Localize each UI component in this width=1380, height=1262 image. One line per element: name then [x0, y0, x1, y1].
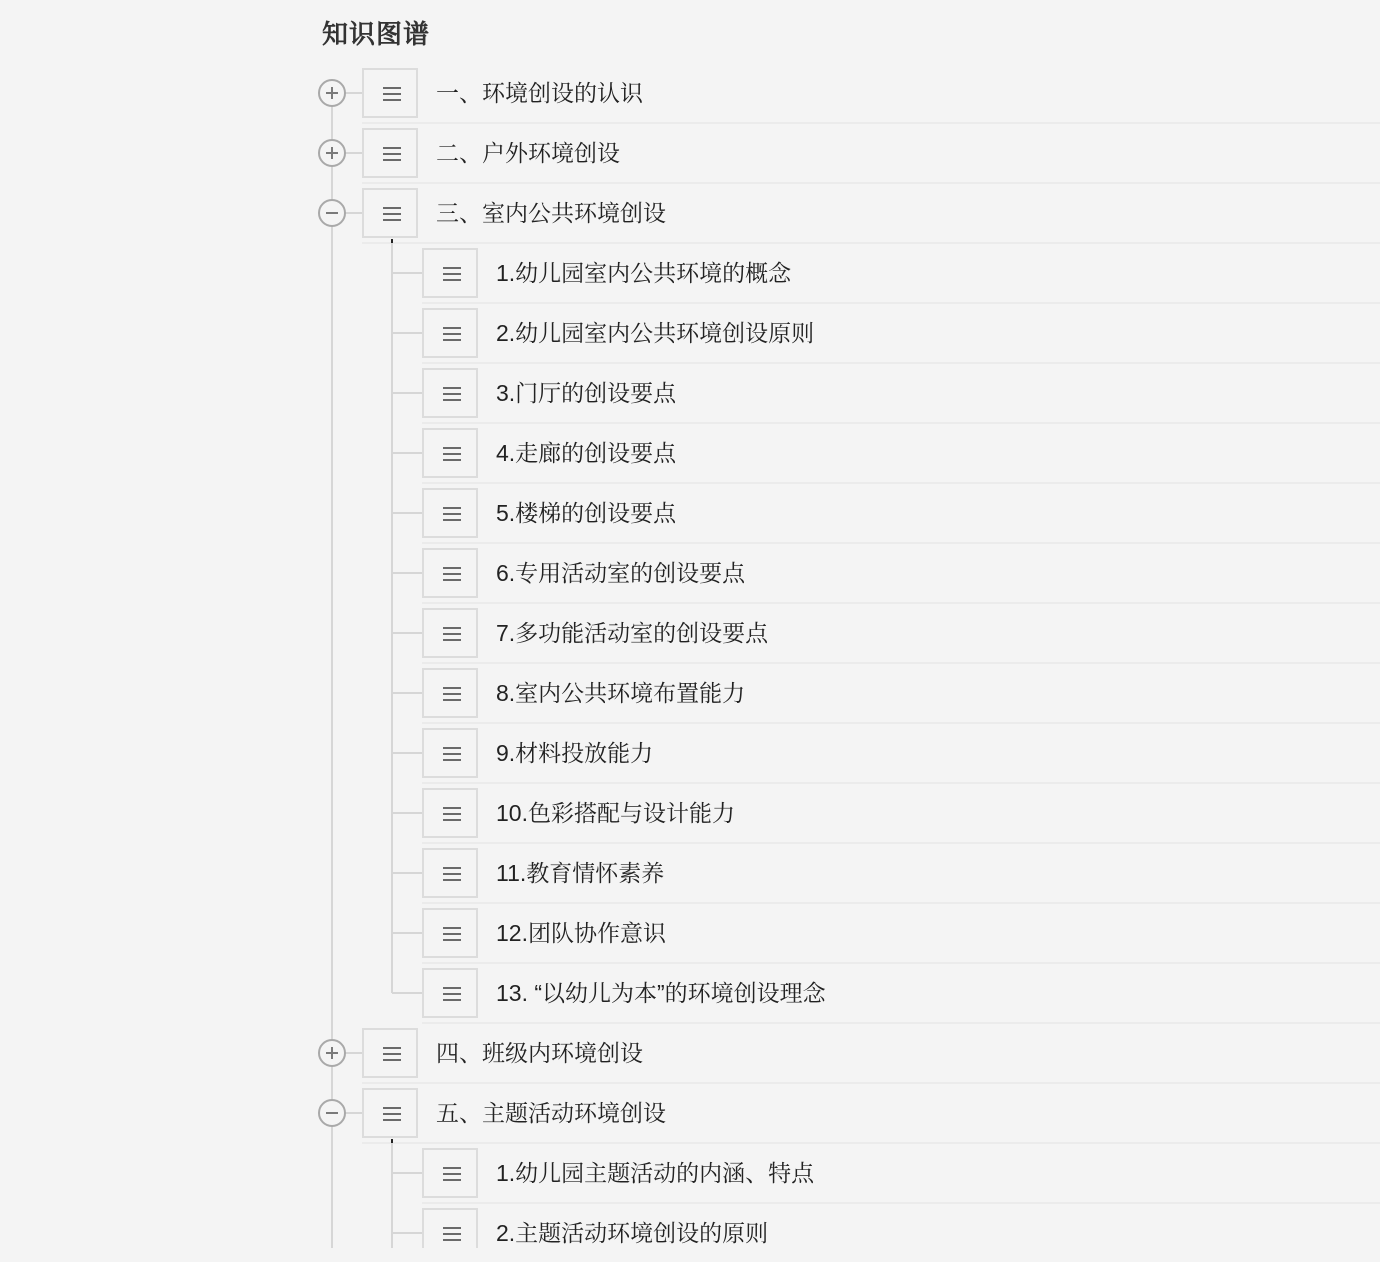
handle-bar — [443, 393, 461, 395]
tree-row-child — [422, 248, 1380, 308]
connector-line — [392, 992, 422, 994]
connector-line — [392, 1232, 422, 1234]
tree-row-child — [422, 428, 1380, 488]
handle-bar — [443, 753, 461, 755]
row-divider — [362, 182, 1380, 184]
row-divider — [362, 242, 1380, 244]
handle-bar — [383, 207, 401, 209]
drag-handle-icon[interactable] — [362, 1088, 418, 1138]
toggle-minus-bar — [326, 212, 338, 214]
handle-bar — [383, 99, 401, 101]
child-spine-line — [391, 243, 393, 993]
expand-toggle-icon[interactable] — [318, 79, 346, 107]
handle-bar — [443, 687, 461, 689]
handle-bar — [443, 1179, 461, 1181]
handle-bar — [443, 453, 461, 455]
expand-toggle-icon[interactable] — [318, 139, 346, 167]
connector-line — [392, 392, 422, 394]
handle-bar — [443, 933, 461, 935]
drag-handle-icon[interactable] — [422, 968, 478, 1018]
child-spine-line — [391, 1143, 393, 1248]
tree-row-child — [422, 368, 1380, 428]
handle-bar — [443, 747, 461, 749]
handle-bar — [443, 1239, 461, 1241]
handle-bar — [443, 459, 461, 461]
tree-row-child — [422, 1148, 1380, 1208]
node-label[interactable]: 9.材料投放能力 — [496, 740, 654, 766]
handle-bar — [443, 759, 461, 761]
tree-row-child — [422, 548, 1380, 608]
handle-bar — [443, 567, 461, 569]
toggle-plus-bar — [331, 147, 333, 159]
handle-bar — [443, 699, 461, 701]
drag-handle-icon[interactable] — [422, 668, 478, 718]
drag-handle-icon[interactable] — [422, 728, 478, 778]
handle-bar — [443, 507, 461, 509]
connector-line — [392, 572, 422, 574]
drag-handle-icon[interactable] — [422, 308, 478, 358]
row-divider — [422, 902, 1380, 904]
node-label[interactable]: 13. “以幼儿为本”的环境创设理念 — [496, 980, 826, 1006]
toggle-minus-bar — [326, 1112, 338, 1114]
tree-row-child — [422, 1208, 1380, 1248]
node-label[interactable]: 1.幼儿园室内公共环境的概念 — [496, 260, 792, 286]
row-divider — [422, 842, 1380, 844]
drag-handle-icon[interactable] — [422, 848, 478, 898]
handle-bar — [443, 333, 461, 335]
row-divider — [422, 482, 1380, 484]
connector-line — [392, 932, 422, 934]
node-label[interactable]: 1.幼儿园主题活动的内涵、特点 — [496, 1160, 815, 1186]
handle-bar — [443, 387, 461, 389]
expand-toggle-icon[interactable] — [318, 1039, 346, 1067]
connector-line — [392, 332, 422, 334]
row-divider — [422, 542, 1380, 544]
handle-bar — [443, 939, 461, 941]
handle-bar — [443, 273, 461, 275]
collapse-toggle-icon[interactable] — [318, 1099, 346, 1127]
drag-handle-icon[interactable] — [422, 548, 478, 598]
handle-bar — [443, 633, 461, 635]
connector-line — [392, 812, 422, 814]
node-label[interactable]: 四、班级内环境创设 — [436, 1040, 643, 1066]
drag-handle-icon[interactable] — [362, 128, 418, 178]
handle-bar — [443, 927, 461, 929]
tree-row-child — [422, 788, 1380, 848]
toggle-plus-bar — [331, 1047, 333, 1059]
drag-handle-icon[interactable] — [422, 908, 478, 958]
handle-bar — [383, 1107, 401, 1109]
handle-bar — [443, 987, 461, 989]
tree-row-child — [422, 488, 1380, 548]
row-divider — [422, 722, 1380, 724]
handle-bar — [443, 573, 461, 575]
row-divider — [422, 302, 1380, 304]
node-label[interactable]: 五、主题活动环境创设 — [436, 1100, 666, 1126]
handle-bar — [383, 1113, 401, 1115]
tree-row-top-level — [362, 188, 1380, 248]
handle-bar — [383, 93, 401, 95]
handle-bar — [383, 219, 401, 221]
row-divider — [422, 422, 1380, 424]
handle-bar — [443, 513, 461, 515]
connector-line — [392, 872, 422, 874]
drag-handle-icon[interactable] — [422, 1208, 478, 1248]
handle-bar — [443, 993, 461, 995]
handle-bar — [443, 447, 461, 449]
handle-bar — [443, 639, 461, 641]
row-divider — [422, 362, 1380, 364]
row-divider — [362, 122, 1380, 124]
node-label[interactable]: 12.团队协作意识 — [496, 920, 666, 946]
node-label[interactable]: 一、环境创设的认识 — [436, 80, 643, 106]
handle-bar — [443, 813, 461, 815]
drag-handle-icon[interactable] — [422, 368, 478, 418]
handle-bar — [443, 999, 461, 1001]
drag-handle-icon[interactable] — [362, 188, 418, 238]
tree-row-top-level — [362, 128, 1380, 188]
tree-row-child — [422, 848, 1380, 908]
handle-bar — [443, 399, 461, 401]
connector-line — [392, 692, 422, 694]
tree-row-child — [422, 728, 1380, 788]
row-divider — [422, 1022, 1380, 1024]
tree-row-child — [422, 908, 1380, 968]
handle-bar — [383, 159, 401, 161]
tree-row-top-level — [362, 1088, 1380, 1148]
node-label[interactable]: 2.幼儿园室内公共环境创设原则 — [496, 320, 815, 346]
tree-row-child — [422, 968, 1380, 1028]
connector-line — [392, 1172, 422, 1174]
page-title: 知识图谱 — [322, 19, 431, 49]
drag-handle-icon[interactable] — [422, 488, 478, 538]
row-divider — [422, 662, 1380, 664]
node-label[interactable]: 5.楼梯的创设要点 — [496, 500, 677, 526]
handle-bar — [383, 147, 401, 149]
connector-line — [392, 512, 422, 514]
handle-bar — [383, 1119, 401, 1121]
handle-bar — [383, 1059, 401, 1061]
row-divider — [422, 602, 1380, 604]
collapse-toggle-icon[interactable] — [318, 199, 346, 227]
connector-line — [392, 632, 422, 634]
row-divider — [422, 962, 1380, 964]
node-label[interactable]: 二、户外环境创设 — [436, 140, 620, 166]
handle-bar — [443, 1167, 461, 1169]
handle-bar — [443, 627, 461, 629]
connector-line — [392, 452, 422, 454]
handle-bar — [443, 873, 461, 875]
tree-row-top-level — [362, 1028, 1380, 1088]
handle-bar — [443, 1227, 461, 1229]
main-spine-line — [331, 93, 333, 1248]
handle-bar — [443, 579, 461, 581]
drag-handle-icon[interactable] — [422, 788, 478, 838]
node-label[interactable]: 7.多功能活动室的创设要点 — [496, 620, 769, 646]
handle-bar — [443, 279, 461, 281]
drag-handle-icon[interactable] — [362, 1028, 418, 1078]
handle-bar — [383, 213, 401, 215]
handle-bar — [443, 867, 461, 869]
node-label[interactable]: 8.室内公共环境布置能力 — [496, 680, 746, 706]
drag-handle-icon[interactable] — [422, 1148, 478, 1198]
row-divider — [362, 1082, 1380, 1084]
connector-line — [392, 272, 422, 274]
node-label[interactable]: 11.教育情怀素养 — [496, 860, 665, 886]
tree-row-child — [422, 608, 1380, 668]
handle-bar — [383, 1053, 401, 1055]
node-label[interactable]: 2.主题活动环境创设的原则 — [496, 1220, 769, 1246]
handle-bar — [443, 819, 461, 821]
handle-bar — [383, 153, 401, 155]
drag-handle-icon[interactable] — [422, 608, 478, 658]
handle-bar — [383, 1047, 401, 1049]
node-label[interactable]: 6.专用活动室的创设要点 — [496, 560, 746, 586]
handle-bar — [443, 519, 461, 521]
tree-row-child — [422, 308, 1380, 368]
node-label[interactable]: 10.色彩搭配与设计能力 — [496, 800, 735, 826]
tree-row-child — [422, 668, 1380, 728]
connector-line — [392, 752, 422, 754]
row-divider — [422, 782, 1380, 784]
handle-bar — [443, 1173, 461, 1175]
toggle-plus-bar — [331, 87, 333, 99]
drag-handle-icon[interactable] — [422, 248, 478, 298]
row-divider — [362, 1142, 1380, 1144]
handle-bar — [443, 339, 461, 341]
node-label[interactable]: 三、室内公共环境创设 — [436, 200, 666, 226]
drag-handle-icon[interactable] — [362, 68, 418, 118]
drag-handle-icon[interactable] — [422, 428, 478, 478]
handle-bar — [443, 267, 461, 269]
tree-row-top-level — [362, 68, 1380, 128]
handle-bar — [443, 807, 461, 809]
handle-bar — [443, 1233, 461, 1235]
node-label[interactable]: 3.门厅的创设要点 — [496, 380, 677, 406]
row-divider — [422, 1202, 1380, 1204]
handle-bar — [383, 87, 401, 89]
handle-bar — [443, 693, 461, 695]
handle-bar — [443, 879, 461, 881]
node-label[interactable]: 4.走廊的创设要点 — [496, 440, 677, 466]
handle-bar — [443, 327, 461, 329]
